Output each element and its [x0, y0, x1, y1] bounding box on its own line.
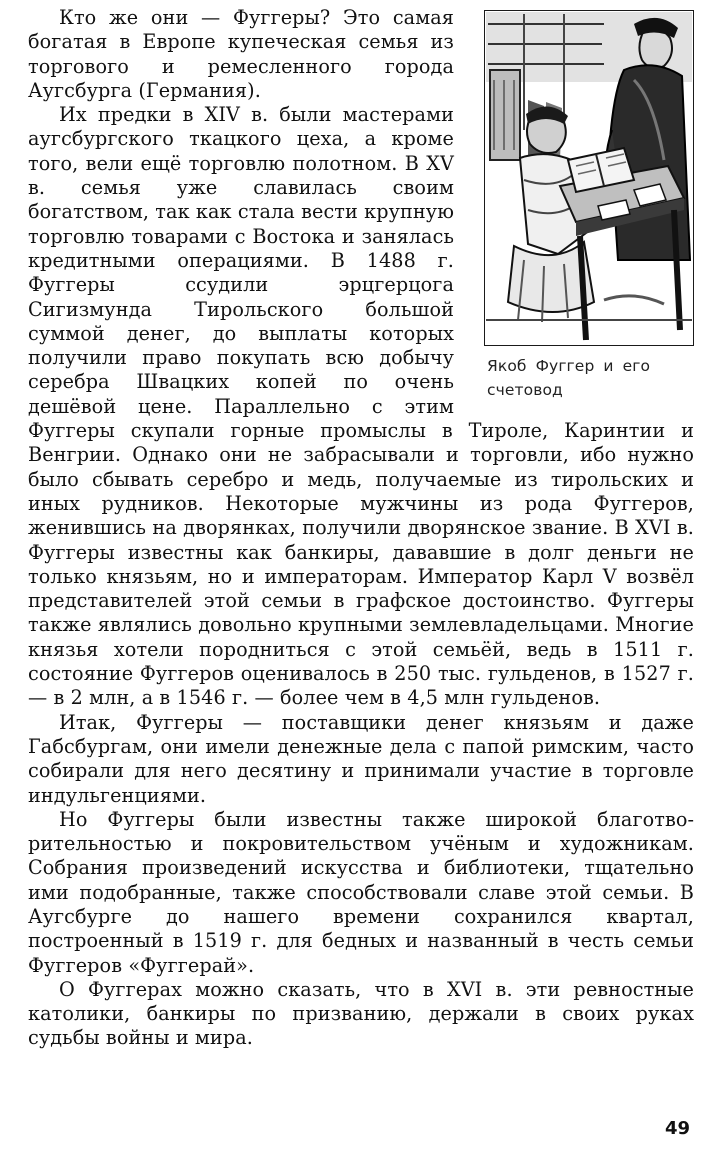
paragraph: Кто же они — Фуггеры? Это самая богатая в Европе купеческая семья из торгового и ремесленного города Аугсбурга (Германия). [28, 6, 454, 102]
paragraph: Итак, Фуггеры — поставщики денег князьям и даже Габсбургам, они имели денежные дела с папой римским, часто собирали для него десятину и принимали участие в торговле индульгенциями. [28, 710, 694, 807]
figure [484, 6, 694, 410]
figure-caption: Якоб Фуггер и его счетовод [487, 357, 651, 399]
page-number: 49 [664, 1118, 690, 1139]
paragraph: Их предки в XIV в. были мастерами аугсбургского ткацкого цеха, а кроме того, вели ещё торговлю полотном. В XV в. семья уже славилась своим богатством, так как стала вести крупную торговлю товарами с Востока и занялась кредитными операциями. В 1488 г. Фуггеры ссудили эрцгерцога Сигизмунда Тирольского большой суммой денег, до выплаты которых получили право покупать всю добычу серебра Швацких копей по очень дешёвой цене. Параллельно с этим Фуггеры скупали горные промыслы в Тироле, Каринтии и Венгрии. Однако они не забрасывали и торговли, ибо нужно было сбывать серебро и медь, получаемые из тирольских и иных рудников. Некоторые мужчины из рода Фуггеров, женившись на дворянках, получили дворянское звание. В XVI в. Фуггеры известны как банкиры, дававшие в долг деньги не только князьям, но и императорам. Император Карл V возвёл представителей этой семьи в графское достоинство. Фуггеры также являлись довольно крупными землевладельцами. Многие князья хотели породниться с этой семьёй, ведь в 1511 г. состояние Фуггеров оценивалось в 250 тыс. гульденов, в 1527 г. — в 2 млн, а в 1546 г. — более чем в 4,5 млн гульденов. [28, 103, 694, 710]
text-column [28, 6, 694, 1051]
paragraph: О Фуггерах можно сказать, что в XVI в. эти ревностные католики, банкиры по призванию, держали в своих руках судьбы войны и мира. [28, 977, 694, 1050]
paragraph: Но Фуггеры были известны также широкой благотворительностью и покровительством учёным и художникам. Собрания произведений искусства и библиотеки, тщательно ими подобранные, также способствовали славе этой семьи. В Аугсбурге до нашего времени сохранился квартал, построенный в 1519 г. для бедных и названный в честь семьи Фуггеров «Фуггерай». [28, 807, 694, 977]
illustration-jakob-fugger [484, 10, 694, 346]
